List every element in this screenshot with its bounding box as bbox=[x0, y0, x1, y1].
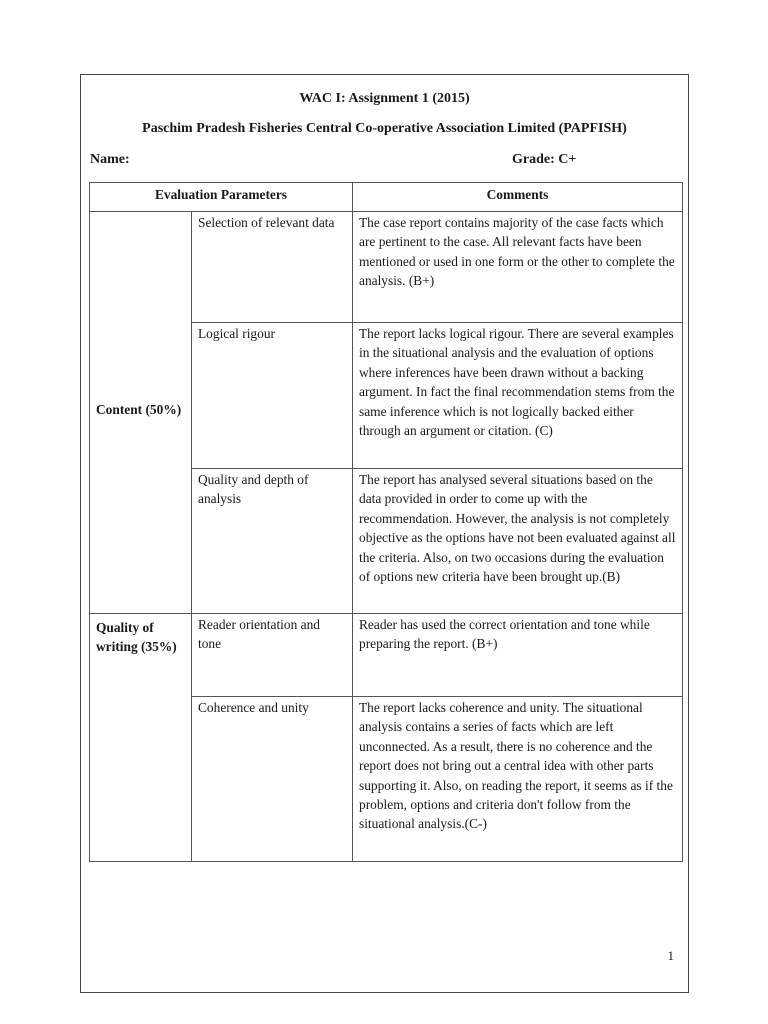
comment-cell: The report has analysed several situations based on the data provided in order to come up with the recommendation. However, the analysis is not completely objective as the options have not been evaluated against all the criteria. Also, on two occasions during the evaluation of options new criteria have been brought up.(B) bbox=[353, 469, 683, 614]
document-subtitle: Paschim Pradesh Fisheries Central Co-operative Association Limited (PAPFISH) bbox=[142, 121, 627, 136]
grade-label: Grade: C+ bbox=[512, 152, 577, 167]
comment-cell: The case report contains majority of the case facts which are pertinent to the case. All relevant facts have been mentioned or used in one form or the other to complete the analysis. (B+) bbox=[353, 212, 683, 323]
comment-cell: The report lacks logical rigour. There are several examples in the situational analysis and the evaluation of options where inferences have been drawn without a backing argument. In fact the final recommendation stems from the same inference which is not logically backed either through an argument or citation. (C) bbox=[353, 323, 683, 469]
parameter-cell: Reader orientation and tone bbox=[192, 614, 353, 697]
parameter-cell: Coherence and unity bbox=[192, 697, 353, 862]
table-row bbox=[90, 212, 683, 323]
parameter-cell: Selection of relevant data bbox=[192, 212, 353, 323]
evaluation-table bbox=[89, 182, 683, 862]
comment-cell: The report lacks coherence and unity. The situational analysis contains a series of facts which are left unconnected. As a result, there is no coherence and the report does not bring out a central idea with other parts supporting it. Also, on reading the report, it seems as if the problem, options and criteria don't follow from the situational analysis.(C-) bbox=[353, 697, 683, 862]
name-label: Name: bbox=[90, 152, 130, 167]
table-row bbox=[90, 614, 683, 697]
document-title: WAC I: Assignment 1 (2015) bbox=[299, 91, 470, 106]
parameter-cell: Logical rigour bbox=[192, 323, 353, 469]
header-comments: Comments bbox=[353, 183, 683, 212]
category-content: Content (50%) bbox=[90, 212, 192, 614]
header-evaluation-parameters: Evaluation Parameters bbox=[90, 183, 353, 212]
category-writing: Quality of writing (35%) bbox=[90, 614, 192, 862]
comment-cell: Reader has used the correct orientation and tone while preparing the report. (B+) bbox=[353, 614, 683, 697]
table-header-row bbox=[90, 183, 683, 212]
parameter-cell: Quality and depth of analysis bbox=[192, 469, 353, 614]
document-page bbox=[80, 74, 689, 993]
page-number: 1 bbox=[667, 948, 674, 963]
